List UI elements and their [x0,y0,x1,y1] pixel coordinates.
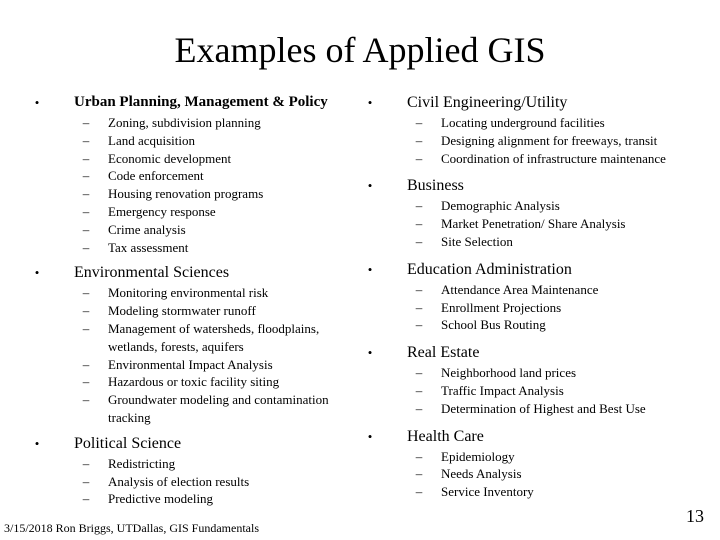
list-item [363,299,703,317]
bullet-icon: • [367,345,373,361]
dash-icon: – [82,374,90,390]
section-heading [30,264,348,281]
list-item-text: Analysis of election results [108,473,250,489]
section-education-administration [363,261,703,334]
section-heading-text: Urban Planning, Management & Policy [74,94,328,110]
section-heading [30,94,348,111]
dash-icon: – [82,455,90,471]
section-heading [363,261,703,278]
list-item-text: Site Selection [441,233,513,249]
dash-icon: – [82,356,90,372]
list-item [363,281,703,299]
section-heading-text: Real Estate [407,344,480,362]
dash-icon: – [82,186,90,202]
dash-icon: – [415,448,423,464]
list-item [363,400,703,418]
list-item-text: Zoning, subdivision planning [108,115,261,130]
section-civil-engineering-utility [363,94,703,167]
dash-icon: – [415,198,423,214]
list-item-text: Management of watersheds, floodplains, wetlands, forests, aquifers [108,320,320,354]
list-item [30,150,348,168]
slide-title: Examples of Applied GIS [174,30,546,70]
bullet-icon: • [367,178,373,194]
list-item [363,150,703,168]
list-item [363,465,703,483]
dash-icon: – [415,365,423,381]
list-item-text: Housing renovation programs [108,186,264,202]
dash-icon: – [415,299,423,315]
dash-icon: – [82,320,90,336]
list-item-text: Hazardous or toxic facility siting [108,374,280,390]
section-heading [363,344,703,361]
list-item [30,203,348,221]
list-item [30,373,348,391]
list-item [363,132,703,150]
list-item-text: Enrollment Projections [441,299,562,315]
section-business [363,177,703,250]
list-item [363,316,703,334]
list-item [30,167,348,185]
section-heading [363,94,703,111]
dash-icon: – [415,216,423,232]
bullet-icon: • [367,95,373,110]
dash-icon: – [82,285,90,301]
list-item-text: Needs Analysis [441,466,522,482]
list-item [30,356,348,374]
dash-icon: – [82,473,90,489]
list-item-text: Locating underground facilities [441,115,605,130]
bullet-icon: • [367,428,373,444]
list-item [363,114,703,132]
list-item-text: Epidemiology [441,448,515,464]
section-political-science [30,435,348,508]
item-list [30,284,348,426]
section-heading [30,435,348,452]
list-item-text: Neighborhood land prices [441,365,577,381]
list-item [363,364,703,382]
list-item [30,132,348,150]
dash-icon: – [82,115,90,130]
list-item-text: Economic development [108,150,232,166]
dash-icon: – [415,317,423,333]
list-item [363,215,703,233]
list-item [30,302,348,320]
list-item-text: Designing alignment for freeways, transit [441,132,658,148]
dash-icon: – [82,203,90,219]
section-heading [363,177,703,194]
dash-icon: – [415,382,423,398]
item-list [30,114,348,256]
item-list [363,114,703,167]
dash-icon: – [415,484,423,500]
section-heading-text: Civil Engineering/Utility [407,94,568,111]
section-heading-text: Business [407,177,464,195]
left-column [30,94,348,508]
list-item-text: Monitoring environmental risk [108,285,269,301]
dash-icon: – [415,115,423,130]
bullet-icon: • [34,95,40,110]
list-item [30,221,348,239]
list-item [30,490,348,508]
list-item-text: Predictive modeling [108,491,214,507]
list-item [30,473,348,491]
list-item [363,233,703,251]
dash-icon: – [415,132,423,148]
section-heading-text: Education Administration [407,260,572,278]
list-item [363,197,703,215]
bullet-icon: • [34,435,40,451]
section-environmental-sciences [30,264,348,426]
item-list [363,281,703,334]
list-item [30,455,348,473]
list-item [30,185,348,203]
dash-icon: – [82,239,90,255]
dash-icon: – [82,392,90,408]
list-item-text: Attendance Area Maintenance [441,281,599,297]
list-item-text: Determination of Highest and Best Use [441,400,646,416]
bullet-icon: • [367,261,373,277]
item-list [363,448,703,501]
list-item-text: Environmental Impact Analysis [108,356,273,372]
bullet-icon: • [34,265,40,281]
list-item-text: Service Inventory [441,484,534,500]
list-item-text: Crime analysis [108,221,186,237]
item-list [30,455,348,508]
dash-icon: – [82,491,90,507]
list-item-text: School Bus Routing [441,317,546,333]
dash-icon: – [82,303,90,319]
dash-icon: – [415,400,423,416]
section-health-care [363,428,703,501]
list-item-text: Traffic Impact Analysis [441,382,564,398]
list-item [30,114,348,132]
list-item-text: Demographic Analysis [441,198,560,214]
section-real-estate [363,344,703,417]
list-item-text: Tax assessment [108,239,189,255]
list-item-text: Emergency response [108,203,216,219]
list-item-text: Modeling stormwater runoff [108,303,256,319]
section-urban-planning-management-policy [30,94,348,256]
dash-icon: – [415,466,423,482]
item-list [363,364,703,417]
list-item [30,320,348,356]
list-item-text: Coordination of infrastructure maintenance [441,150,666,166]
section-heading-text: Political Science [74,434,182,452]
slide-footer: 3/15/2018 Ron Briggs, UTDallas, GIS Fundamentals [4,521,259,535]
dash-icon: – [82,168,90,184]
list-item-text: Land acquisition [108,132,196,148]
dash-icon: – [82,150,90,166]
item-list [363,197,703,250]
dash-icon: – [82,132,90,148]
list-item [30,391,348,427]
list-item-text: Market Penetration/ Share Analysis [441,216,626,232]
page-number: 13 [686,506,704,526]
section-heading-text: Health Care [407,427,484,445]
right-column [363,94,703,501]
list-item [363,483,703,501]
list-item-text: Code enforcement [108,168,204,184]
dash-icon: – [82,221,90,237]
list-item [30,239,348,257]
section-heading [363,428,703,445]
list-item-text: Redistricting [108,455,176,471]
section-heading-text: Environmental Sciences [74,264,230,282]
dash-icon: – [415,281,423,297]
dash-icon: – [415,233,423,249]
list-item-text: Groundwater modeling and contamination tracking [108,392,329,425]
list-item [363,382,703,400]
list-item [363,448,703,466]
dash-icon: – [415,150,423,166]
list-item [30,284,348,302]
